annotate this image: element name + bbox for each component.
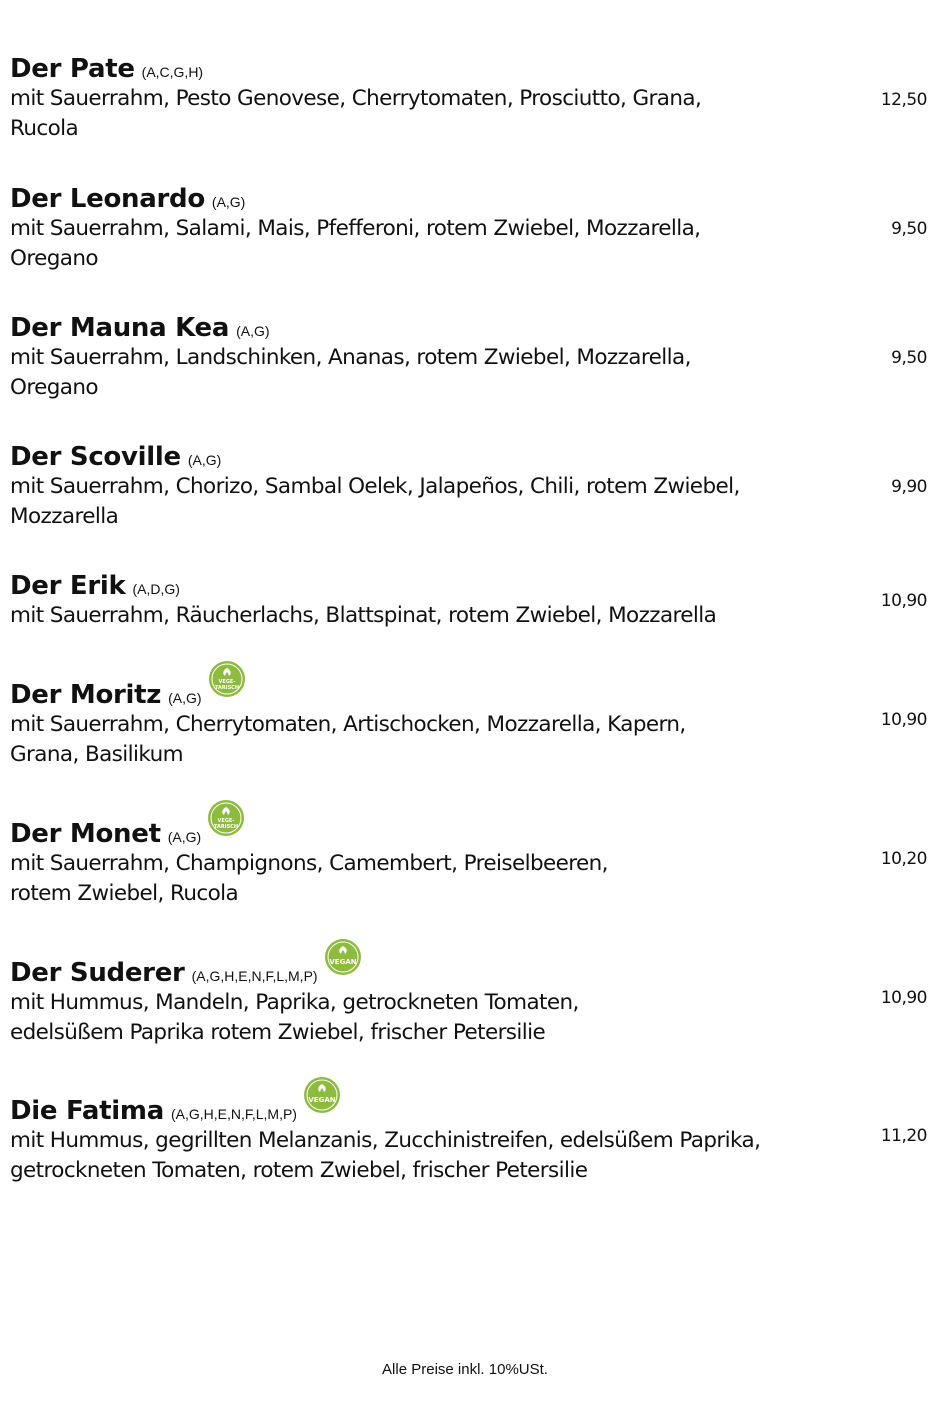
vegan-badge-icon — [303, 1076, 341, 1114]
menu-item-der-suderer — [10, 954, 935, 1048]
price-footnote: Alle Preise inkl. 10%USt. — [382, 1361, 548, 1378]
item-header — [10, 180, 935, 214]
item-description — [10, 849, 845, 909]
item-allergens: (A,G) — [168, 690, 202, 706]
item-description — [10, 710, 845, 770]
svg-text:VEGAN: VEGAN — [308, 1096, 336, 1104]
description-line: mit Sauerrahm, Cherrytomaten, Artischocken, Mozzarella, Kapern, — [10, 712, 686, 737]
item-name: Der Suderer — [10, 958, 185, 988]
menu-item-der-erik — [10, 567, 935, 631]
description-line: Rucola — [10, 116, 79, 141]
svg-text:TARISCH: TARISCH — [214, 685, 239, 691]
item-header — [10, 676, 935, 710]
item-name: Der Erik — [10, 571, 126, 601]
item-header — [10, 954, 935, 988]
svg-text:TARISCH: TARISCH — [214, 824, 239, 830]
item-description — [10, 1126, 845, 1186]
item-allergens: (A,G) — [167, 829, 202, 845]
item-header — [10, 309, 935, 343]
item-name: Der Moritz — [10, 680, 162, 710]
description-line: Oregano — [10, 246, 98, 271]
svg-text:VEGE-: VEGE- — [218, 679, 236, 685]
item-price: 10,20 — [880, 849, 927, 869]
svg-text:VEGAN: VEGAN — [328, 958, 357, 966]
menu-item-der-leonardo — [10, 180, 935, 274]
description-line: Oregano — [10, 375, 98, 400]
item-allergens: (A,G) — [236, 323, 270, 339]
item-price: 10,90 — [880, 988, 927, 1008]
menu-item-der-moritz — [10, 676, 935, 770]
item-price: 11,20 — [880, 1126, 927, 1146]
vegan-badge-icon — [324, 938, 362, 976]
item-description — [10, 214, 845, 274]
menu-item-die-fatima — [10, 1092, 935, 1186]
menu-item-der-scoville — [10, 438, 935, 532]
description-line: mit Sauerrahm, Räucherlachs, Blattspinat, rotem Zwiebel, Mozzarella — [10, 603, 717, 628]
menu-item-der-monet — [10, 815, 935, 909]
item-description — [10, 84, 845, 144]
svg-text:VEGE-: VEGE- — [217, 818, 235, 824]
item-name: Der Mauna Kea — [10, 313, 230, 343]
item-header — [10, 50, 935, 84]
description-line: rotem Zwiebel, Rucola — [10, 881, 239, 906]
item-price: 12,50 — [880, 90, 927, 110]
item-header — [10, 1092, 935, 1126]
item-name: Die Fatima — [10, 1096, 164, 1126]
item-description — [10, 343, 845, 403]
description-line: getrockneten Tomaten, rotem Zwiebel, frischer Petersilie — [10, 1158, 588, 1183]
description-line: mit Sauerrahm, Chorizo, Sambal Oelek, Jalapeños, Chili, rotem Zwiebel, — [10, 474, 740, 499]
item-name: Der Scoville — [10, 442, 181, 472]
item-header — [10, 567, 935, 601]
item-price: 10,90 — [880, 710, 927, 730]
vegetarian-badge-icon — [208, 660, 246, 698]
item-allergens: (A,G,H,E,N,F,L,M,P) — [191, 968, 318, 984]
item-description — [10, 601, 845, 631]
item-price: 9,50 — [891, 348, 927, 368]
item-header — [10, 815, 935, 849]
item-price: 10,90 — [880, 591, 927, 611]
item-price: 9,90 — [891, 477, 927, 497]
item-allergens: (A,G) — [211, 194, 246, 210]
description-line: edelsüßem Paprika rotem Zwiebel, frischer Petersilie — [10, 1020, 546, 1045]
item-price: 9,50 — [891, 219, 927, 239]
description-line: mit Sauerrahm, Pesto Genovese, Cherrytomaten, Prosciutto, Grana, — [10, 86, 702, 111]
description-line: mit Sauerrahm, Champignons, Camembert, Preiselbeeren, — [10, 851, 608, 876]
item-allergens: (A,G,H,E,N,F,L,M,P) — [170, 1106, 297, 1122]
description-line: mit Sauerrahm, Landschinken, Ananas, rotem Zwiebel, Mozzarella, — [10, 345, 691, 370]
item-allergens: (A,G) — [187, 452, 222, 468]
description-line: mit Hummus, gegrillten Melanzanis, Zucchinistreifen, edelsüßem Paprika, — [10, 1128, 761, 1153]
item-allergens: (A,D,G) — [132, 581, 180, 597]
description-line: Grana, Basilikum — [10, 742, 183, 767]
description-line: Mozzarella — [10, 504, 119, 529]
menu-item-der-mauna-kea — [10, 309, 935, 403]
item-description — [10, 988, 845, 1048]
item-name: Der Pate — [10, 54, 135, 84]
menu-item-der-pate — [10, 50, 935, 144]
item-description — [10, 472, 845, 532]
description-line: mit Hummus, Mandeln, Paprika, getrockneten Tomaten, — [10, 990, 579, 1015]
item-name: Der Monet — [10, 819, 161, 849]
item-allergens: (A,C,G,H) — [141, 64, 204, 80]
vegetarian-badge-icon — [207, 799, 245, 837]
description-line: mit Sauerrahm, Salami, Mais, Pfefferoni, rotem Zwiebel, Mozzarella, — [10, 216, 701, 241]
item-header — [10, 438, 935, 472]
item-name: Der Leonardo — [10, 184, 205, 214]
